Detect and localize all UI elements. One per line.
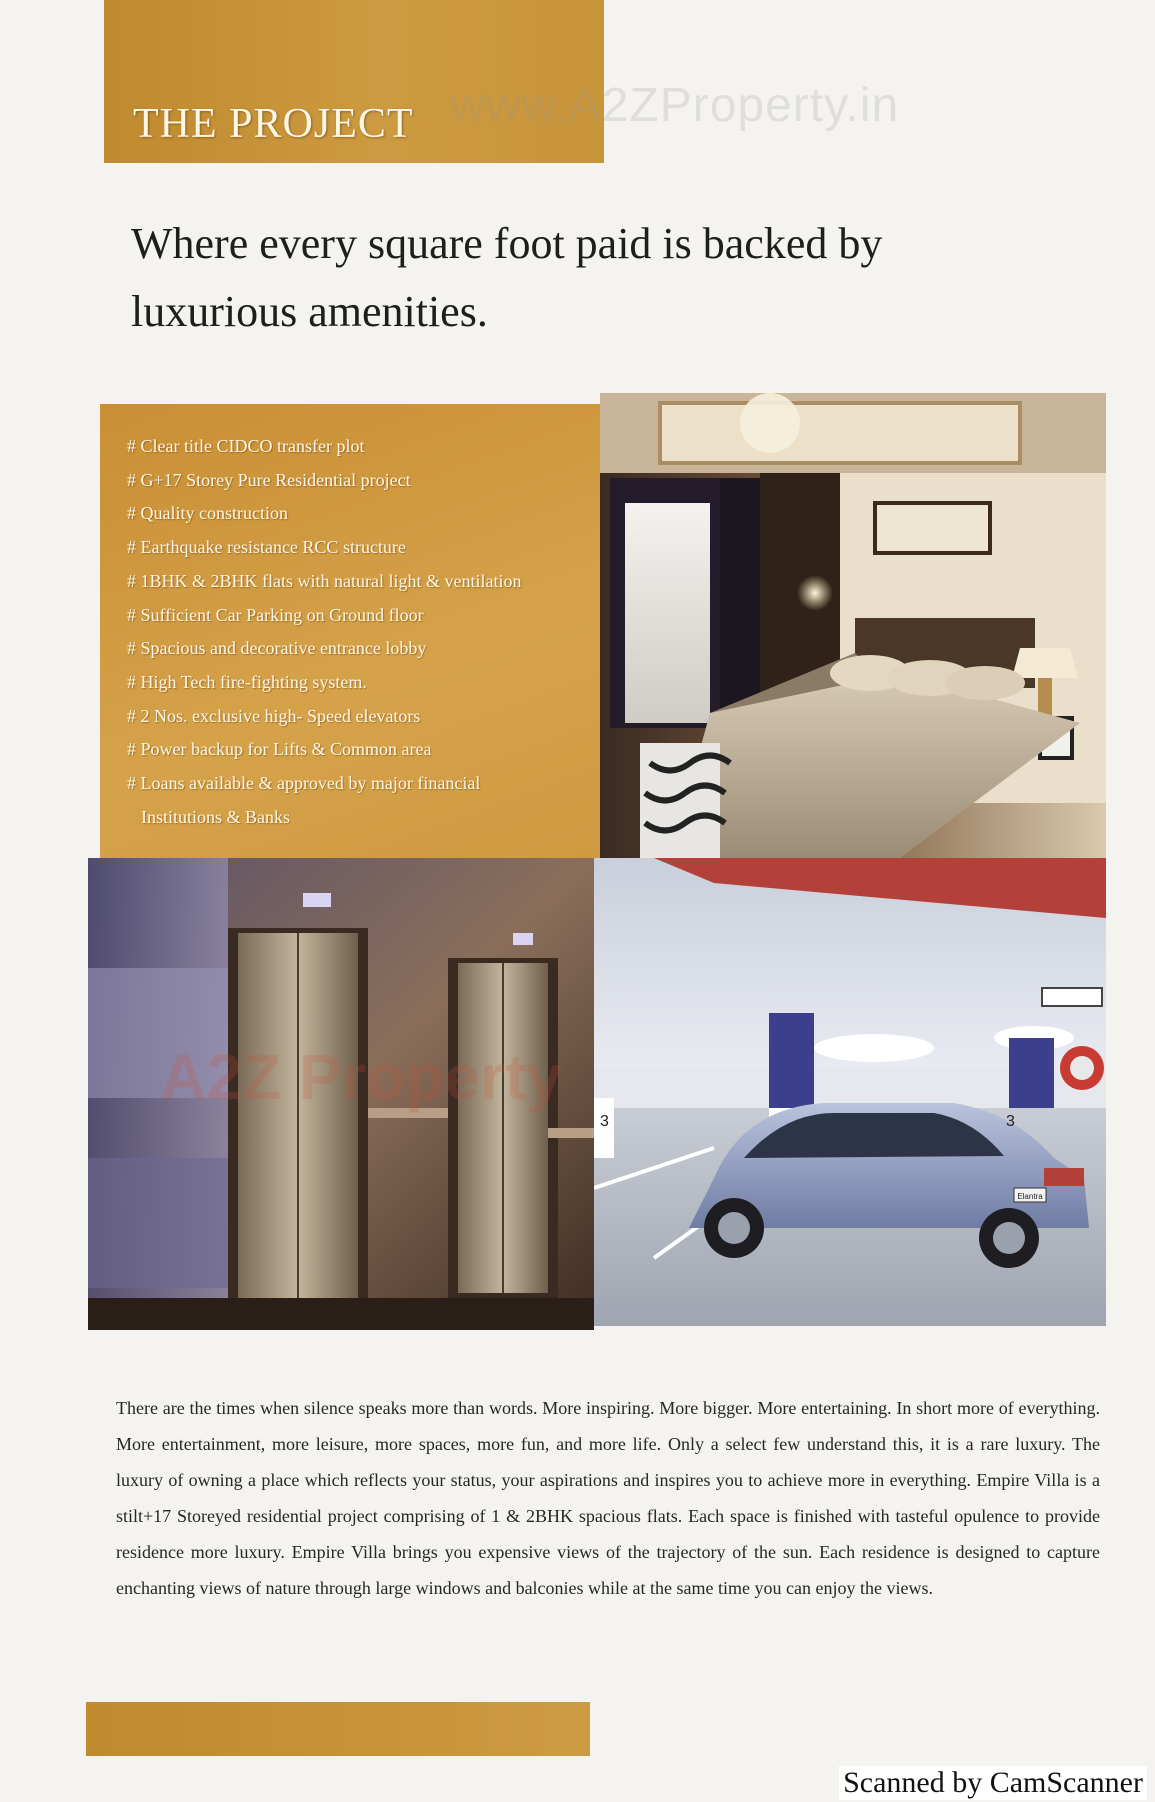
- feature-item: # Power backup for Lifts & Common area: [127, 739, 432, 760]
- feature-item: # Spacious and decorative entrance lobby: [127, 638, 427, 659]
- feature-item: # Sufficient Car Parking on Ground floor: [127, 604, 424, 625]
- feature-item: Institutions & Banks: [141, 806, 291, 827]
- feature-item: # Clear title CIDCO transfer plot: [127, 436, 365, 456]
- feature-list: [100, 404, 600, 834]
- bedroom-photo: [600, 393, 1106, 858]
- section-title: THE PROJECT: [133, 101, 414, 147]
- project-description: There are the times when silence speaks more than words. More inspiring. More bigger. More entertaining. In short more of everything. More entertainment, more leisure, more spaces, more fun, and more life. Only a select few understand this, it is a rare luxury. The luxury of owning a place which reflects your status, your aspirations and inspires you to achieve more in everything. Empire Villa is a stilt+17 Storeyed residential project comprising of 1 & 2BHK spacious flats. Each space is finished with tasteful opulence to provide residence more luxury. Empire Villa brings you expensive views of the trajectory of the sun. Each residence is designed to capture enchanting views of nature through large windows and balconies while at the same time you can enjoy the views.: [116, 1398, 1100, 1598]
- feature-item: # Earthquake resistance RCC structure: [127, 537, 406, 558]
- footer-banner: [86, 1702, 590, 1756]
- feature-item: # 2 Nos. exclusive high- Speed elevators: [127, 705, 421, 726]
- car-plate-text: Elantra: [1017, 1192, 1043, 1201]
- feature-item: # Quality construction: [127, 503, 288, 524]
- watermark-text: www.A2ZProperty.in: [450, 79, 900, 132]
- scanner-label: Scanned by CamScanner: [839, 1766, 1147, 1800]
- parking-bay-number: 3: [1006, 1113, 1015, 1130]
- feature-item: # G+17 Storey Pure Residential project: [127, 469, 411, 490]
- features-panel: [100, 404, 600, 862]
- feature-item: # Loans available & approved by major financial: [127, 773, 481, 794]
- parking-photo: [594, 858, 1106, 1326]
- page-headline: Where every square foot paid is backed by luxurious amenities.: [131, 219, 883, 336]
- photo-watermark: A2Z Property: [160, 1041, 562, 1113]
- parking-bay-number: 3: [600, 1113, 609, 1130]
- feature-item: # High Tech fire-fighting system.: [127, 671, 367, 692]
- feature-item: # 1BHK & 2BHK flats with natural light & ventilation: [127, 570, 522, 591]
